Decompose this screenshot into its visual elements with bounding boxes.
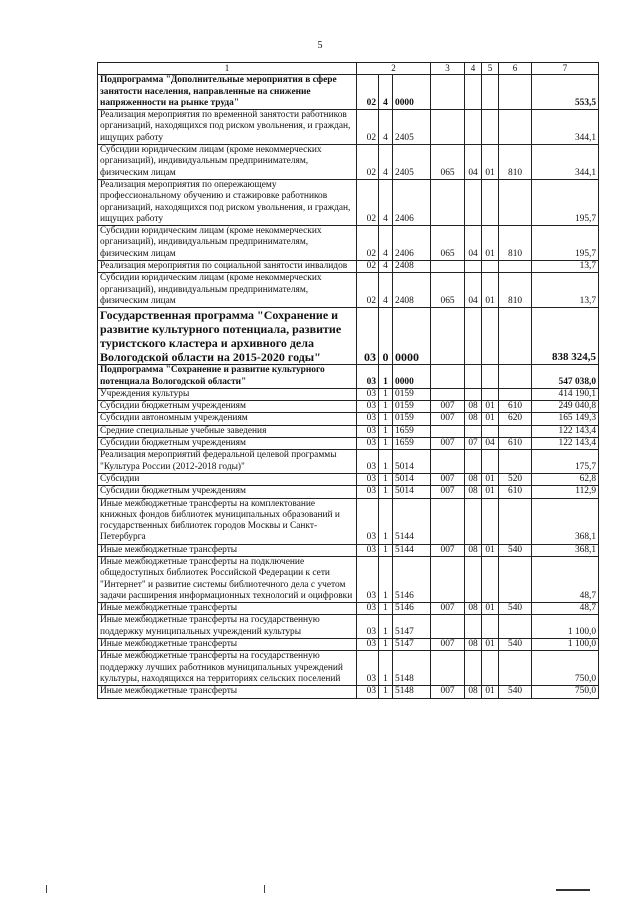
- table-row: [98, 615, 599, 639]
- code-section-cell: [465, 498, 482, 544]
- code-program-cell: 03: [357, 365, 379, 389]
- code-expense-type-cell: [499, 498, 532, 544]
- code-section-cell: [465, 556, 482, 602]
- budget-table: [97, 62, 599, 699]
- code-subsection-cell: [482, 179, 499, 225]
- code-ministry-cell: 007: [431, 603, 465, 615]
- code-expense-type-cell: [499, 388, 532, 400]
- code-section-cell: [465, 308, 482, 365]
- code-subprogram-cell: 1: [379, 651, 393, 686]
- code-subprogram-cell: 1: [379, 639, 393, 651]
- code-program-cell: 03: [357, 544, 379, 556]
- code-section-cell: 08: [465, 603, 482, 615]
- code-subsection-cell: [482, 556, 499, 602]
- table-row: [98, 544, 599, 556]
- code-subprogram-cell: 1: [379, 603, 393, 615]
- amount-cell: 48,7: [532, 556, 599, 602]
- table-row: [98, 450, 599, 474]
- code-item-cell: 2405: [393, 110, 431, 145]
- row-name-cell: Иные межбюджетные трансферты на комплектование книжных фондов библиотек муниципальных образований и государственных библиотек городов Москвы и Санкт-Петербурга: [98, 498, 357, 544]
- code-section-cell: 08: [465, 639, 482, 651]
- row-name-cell: Субсидии бюджетным учреждениям: [98, 438, 357, 450]
- code-subprogram-cell: 1: [379, 498, 393, 544]
- table-row: [98, 686, 599, 698]
- code-item-cell: 5147: [393, 639, 431, 651]
- code-subsection-cell: [482, 388, 499, 400]
- code-subsection-cell: [482, 110, 499, 145]
- code-program-cell: 03: [357, 438, 379, 450]
- code-subprogram-cell: 1: [379, 388, 393, 400]
- row-name-cell: Подпрограмма "Сохранение и развитие культурного потенциала Вологодской области": [98, 365, 357, 389]
- code-subprogram-cell: 1: [379, 544, 393, 556]
- code-program-cell: 03: [357, 425, 379, 437]
- code-subsection-cell: 01: [482, 413, 499, 425]
- code-expense-type-cell: 520: [499, 473, 532, 485]
- amount-cell: 1 100,0: [532, 639, 599, 651]
- amount-cell: 112,9: [532, 486, 599, 498]
- row-name-cell: Субсидии: [98, 473, 357, 485]
- row-name-cell: Подпрограмма "Дополнительные мероприятия в сфере занятости населения, направленные на снижение напряженности на рынке труда": [98, 75, 357, 110]
- code-program-cell: 03: [357, 603, 379, 615]
- table-row: [98, 438, 599, 450]
- code-ministry-cell: [431, 450, 465, 474]
- code-program-cell: 03: [357, 615, 379, 639]
- amount-cell: 195,7: [532, 179, 599, 225]
- code-subsection-cell: 01: [482, 226, 499, 261]
- code-item-cell: 2408: [393, 273, 431, 308]
- code-section-cell: 08: [465, 544, 482, 556]
- code-subprogram-cell: 4: [379, 226, 393, 261]
- code-ministry-cell: [431, 556, 465, 602]
- code-item-cell: 2406: [393, 179, 431, 225]
- code-item-cell: 5144: [393, 498, 431, 544]
- code-item-cell: 5144: [393, 544, 431, 556]
- amount-cell: 13,7: [532, 261, 599, 273]
- code-item-cell: 2406: [393, 226, 431, 261]
- code-subprogram-cell: 1: [379, 401, 393, 413]
- code-program-cell: 02: [357, 179, 379, 225]
- table-row: [98, 145, 599, 180]
- code-program-cell: 03: [357, 401, 379, 413]
- row-name-cell: Иные межбюджетные трансферты на государственную поддержку муниципальных учреждений культуры: [98, 615, 357, 639]
- code-subsection-cell: [482, 75, 499, 110]
- row-name-cell: Субсидии юридическим лицам (кроме некоммерческих организаций), индивидуальным предпринимателям, физическим лицам: [98, 145, 357, 180]
- code-program-cell: 03: [357, 308, 379, 365]
- code-subprogram-cell: 4: [379, 261, 393, 273]
- code-subprogram-cell: 1: [379, 486, 393, 498]
- code-expense-type-cell: 540: [499, 686, 532, 698]
- amount-cell: 62,8: [532, 473, 599, 485]
- code-program-cell: 03: [357, 486, 379, 498]
- code-ministry-cell: [431, 615, 465, 639]
- code-item-cell: 1659: [393, 438, 431, 450]
- code-program-cell: 02: [357, 261, 379, 273]
- code-expense-type-cell: 810: [499, 226, 532, 261]
- code-ministry-cell: 007: [431, 473, 465, 485]
- amount-cell: 368,1: [532, 498, 599, 544]
- table-row: [98, 413, 599, 425]
- code-subprogram-cell: 1: [379, 556, 393, 602]
- code-ministry-cell: 007: [431, 401, 465, 413]
- row-name-cell: Иные межбюджетные трансферты: [98, 603, 357, 615]
- code-section-cell: [465, 615, 482, 639]
- code-item-cell: 0000: [393, 365, 431, 389]
- code-ministry-cell: 065: [431, 273, 465, 308]
- code-section-cell: 08: [465, 473, 482, 485]
- code-item-cell: 0159: [393, 388, 431, 400]
- code-subsection-cell: [482, 261, 499, 273]
- code-subprogram-cell: 1: [379, 425, 393, 437]
- code-subprogram-cell: 1: [379, 450, 393, 474]
- code-ministry-cell: 065: [431, 226, 465, 261]
- code-subprogram-cell: 1: [379, 365, 393, 389]
- code-expense-type-cell: 620: [499, 413, 532, 425]
- code-subprogram-cell: 4: [379, 145, 393, 180]
- row-name-cell: Субсидии юридическим лицам (кроме некоммерческих организаций), индивидуальным предпринимателям, физическим лицам: [98, 273, 357, 308]
- code-section-cell: 04: [465, 145, 482, 180]
- code-subprogram-cell: 1: [379, 438, 393, 450]
- code-program-cell: 02: [357, 75, 379, 110]
- code-expense-type-cell: 810: [499, 273, 532, 308]
- table-row: [98, 486, 599, 498]
- code-section-cell: 08: [465, 401, 482, 413]
- table-row: [98, 365, 599, 389]
- amount-cell: 547 038,0: [532, 365, 599, 389]
- header-col-7: 7: [532, 63, 599, 75]
- row-name-cell: Реализация мероприятия по временной занятости работников организаций, находящихся под риском увольнения, и граждан, ищущих работу: [98, 110, 357, 145]
- code-subprogram-cell: 4: [379, 273, 393, 308]
- code-subsection-cell: 04: [482, 438, 499, 450]
- table-row: [98, 110, 599, 145]
- code-ministry-cell: 007: [431, 438, 465, 450]
- row-name-cell: Субсидии юридическим лицам (кроме некоммерческих организаций), индивидуальным предпринимателям, физическим лицам: [98, 226, 357, 261]
- code-item-cell: 2408: [393, 261, 431, 273]
- row-name-cell: Учреждения культуры: [98, 388, 357, 400]
- code-subsection-cell: 01: [482, 401, 499, 413]
- amount-cell: 122 143,4: [532, 438, 599, 450]
- code-section-cell: 04: [465, 226, 482, 261]
- code-section-cell: 08: [465, 486, 482, 498]
- table-row: [98, 75, 599, 110]
- code-subsection-cell: [482, 425, 499, 437]
- code-section-cell: [465, 365, 482, 389]
- code-ministry-cell: 007: [431, 486, 465, 498]
- code-section-cell: 08: [465, 686, 482, 698]
- code-ministry-cell: [431, 110, 465, 145]
- header-col-4: 4: [465, 63, 482, 75]
- code-subsection-cell: [482, 450, 499, 474]
- code-ministry-cell: 007: [431, 544, 465, 556]
- code-ministry-cell: [431, 651, 465, 686]
- row-name-cell: Субсидии бюджетным учреждениям: [98, 401, 357, 413]
- code-item-cell: 5146: [393, 556, 431, 602]
- table-row: [98, 388, 599, 400]
- scan-mark-right: [556, 889, 590, 891]
- amount-cell: 195,7: [532, 226, 599, 261]
- amount-cell: 165 149,3: [532, 413, 599, 425]
- table-row: [98, 651, 599, 686]
- code-subprogram-cell: 1: [379, 686, 393, 698]
- table-row: [98, 425, 599, 437]
- code-item-cell: 0000: [393, 75, 431, 110]
- code-item-cell: 5148: [393, 686, 431, 698]
- row-name-cell: Реализация мероприятия по опережающему профессиональному обучению и стажировке работников организаций, находящихся под риском увольнения, и граждан, ищущих работу: [98, 179, 357, 225]
- code-program-cell: 03: [357, 686, 379, 698]
- code-item-cell: 5014: [393, 473, 431, 485]
- code-section-cell: [465, 75, 482, 110]
- code-expense-type-cell: 610: [499, 486, 532, 498]
- code-program-cell: 02: [357, 226, 379, 261]
- code-expense-type-cell: [499, 651, 532, 686]
- code-ministry-cell: 007: [431, 413, 465, 425]
- header-col-3: 3: [431, 63, 465, 75]
- code-program-cell: 03: [357, 498, 379, 544]
- code-expense-type-cell: [499, 615, 532, 639]
- code-subsection-cell: [482, 365, 499, 389]
- table-row: [98, 603, 599, 615]
- code-ministry-cell: [431, 425, 465, 437]
- code-subprogram-cell: 4: [379, 179, 393, 225]
- amount-cell: 344,1: [532, 145, 599, 180]
- code-expense-type-cell: 610: [499, 401, 532, 413]
- amount-cell: 175,7: [532, 450, 599, 474]
- code-ministry-cell: [431, 498, 465, 544]
- amount-cell: 750,0: [532, 686, 599, 698]
- code-item-cell: 5014: [393, 486, 431, 498]
- table-row: [98, 639, 599, 651]
- code-item-cell: 0159: [393, 401, 431, 413]
- amount-cell: 838 324,5: [532, 308, 599, 365]
- code-expense-type-cell: [499, 556, 532, 602]
- code-subprogram-cell: 1: [379, 615, 393, 639]
- table-row: [98, 473, 599, 485]
- code-ministry-cell: 065: [431, 145, 465, 180]
- code-subsection-cell: 01: [482, 473, 499, 485]
- code-program-cell: 03: [357, 651, 379, 686]
- amount-cell: 750,0: [532, 651, 599, 686]
- code-section-cell: [465, 179, 482, 225]
- amount-cell: 249 040,8: [532, 401, 599, 413]
- code-program-cell: 02: [357, 145, 379, 180]
- row-name-cell: Реализация мероприятия по социальной занятости инвалидов: [98, 261, 357, 273]
- code-expense-type-cell: [499, 365, 532, 389]
- code-subsection-cell: 01: [482, 544, 499, 556]
- row-name-cell: Иные межбюджетные трансферты на подключение общедоступных библиотек Российской Федерации к сети "Интернет" и развитие системы библиотечного дела с учетом задачи расширения информационных технологий и оцифровки: [98, 556, 357, 602]
- code-expense-type-cell: [499, 110, 532, 145]
- code-subsection-cell: [482, 498, 499, 544]
- code-item-cell: 5146: [393, 603, 431, 615]
- table-row: [98, 401, 599, 413]
- code-program-cell: 03: [357, 473, 379, 485]
- code-expense-type-cell: 810: [499, 145, 532, 180]
- code-section-cell: [465, 425, 482, 437]
- code-subsection-cell: [482, 308, 499, 365]
- code-program-cell: 03: [357, 450, 379, 474]
- code-item-cell: 5147: [393, 615, 431, 639]
- code-section-cell: 07: [465, 438, 482, 450]
- table-row: [98, 273, 599, 308]
- row-name-cell: Иные межбюджетные трансферты на государственную поддержку лучших работников муниципальных учреждений культуры, находящихся на территориях сельских поселений: [98, 651, 357, 686]
- page-number: 5: [317, 40, 323, 51]
- scan-mark-left: [46, 885, 47, 893]
- header-col-1: 1: [98, 63, 357, 75]
- row-name-cell: Средние специальные учебные заведения: [98, 425, 357, 437]
- code-subprogram-cell: 1: [379, 413, 393, 425]
- amount-cell: 122 143,4: [532, 425, 599, 437]
- code-section-cell: 04: [465, 273, 482, 308]
- code-ministry-cell: [431, 75, 465, 110]
- code-expense-type-cell: [499, 450, 532, 474]
- code-section-cell: [465, 261, 482, 273]
- code-ministry-cell: [431, 308, 465, 365]
- row-name-cell: Иные межбюджетные трансферты: [98, 686, 357, 698]
- code-program-cell: 03: [357, 639, 379, 651]
- code-expense-type-cell: [499, 179, 532, 225]
- code-subsection-cell: 01: [482, 686, 499, 698]
- code-subsection-cell: 01: [482, 145, 499, 180]
- code-program-cell: 02: [357, 110, 379, 145]
- code-section-cell: [465, 110, 482, 145]
- amount-cell: 48,7: [532, 603, 599, 615]
- table-row: [98, 226, 599, 261]
- code-item-cell: 0159: [393, 413, 431, 425]
- row-name-cell: Государственная программа "Сохранение и развитие культурного потенциала, развитие туристского кластера и архивного дела Вологодской области на 2015-2020 годы": [98, 308, 357, 365]
- amount-cell: 368,1: [532, 544, 599, 556]
- code-expense-type-cell: 540: [499, 544, 532, 556]
- code-subsection-cell: [482, 615, 499, 639]
- row-name-cell: Иные межбюджетные трансферты: [98, 639, 357, 651]
- code-expense-type-cell: 610: [499, 438, 532, 450]
- header-col-5: 5: [482, 63, 499, 75]
- code-subsection-cell: 01: [482, 603, 499, 615]
- table-row: [98, 556, 599, 602]
- amount-cell: 414 190,1: [532, 388, 599, 400]
- code-subprogram-cell: 4: [379, 110, 393, 145]
- table-row: [98, 498, 599, 544]
- code-subsection-cell: [482, 651, 499, 686]
- code-item-cell: 5014: [393, 450, 431, 474]
- code-expense-type-cell: [499, 425, 532, 437]
- scan-mark-middle: [264, 885, 265, 893]
- row-name-cell: Субсидии бюджетным учреждениям: [98, 486, 357, 498]
- code-section-cell: [465, 651, 482, 686]
- code-ministry-cell: 007: [431, 639, 465, 651]
- code-subsection-cell: 01: [482, 486, 499, 498]
- header-col-2: 2: [357, 63, 431, 75]
- code-program-cell: 03: [357, 556, 379, 602]
- code-section-cell: [465, 388, 482, 400]
- code-ministry-cell: [431, 365, 465, 389]
- code-section-cell: 08: [465, 413, 482, 425]
- header-col-6: 6: [499, 63, 532, 75]
- amount-cell: 553,5: [532, 75, 599, 110]
- table-row: [98, 308, 599, 365]
- code-subprogram-cell: 4: [379, 75, 393, 110]
- table-row: [98, 179, 599, 225]
- code-expense-type-cell: 540: [499, 603, 532, 615]
- code-item-cell: 5148: [393, 651, 431, 686]
- code-ministry-cell: [431, 179, 465, 225]
- header-row: [98, 63, 599, 75]
- code-subsection-cell: 01: [482, 273, 499, 308]
- row-name-cell: Субсидии автономным учреждениям: [98, 413, 357, 425]
- code-item-cell: 0000: [393, 308, 431, 365]
- amount-cell: 13,7: [532, 273, 599, 308]
- code-expense-type-cell: [499, 261, 532, 273]
- code-item-cell: 2405: [393, 145, 431, 180]
- table-row: [98, 261, 599, 273]
- code-ministry-cell: [431, 261, 465, 273]
- amount-cell: 344,1: [532, 110, 599, 145]
- code-subsection-cell: 01: [482, 639, 499, 651]
- code-item-cell: 1659: [393, 425, 431, 437]
- code-expense-type-cell: 540: [499, 639, 532, 651]
- code-program-cell: 03: [357, 388, 379, 400]
- row-name-cell: Иные межбюджетные трансферты: [98, 544, 357, 556]
- code-expense-type-cell: [499, 75, 532, 110]
- row-name-cell: Реализация мероприятий федеральной целевой программы "Культура России (2012-2018 годы)": [98, 450, 357, 474]
- code-section-cell: [465, 450, 482, 474]
- code-program-cell: 03: [357, 413, 379, 425]
- table-body: [98, 75, 599, 698]
- code-ministry-cell: [431, 388, 465, 400]
- code-program-cell: 02: [357, 273, 379, 308]
- code-subprogram-cell: 1: [379, 473, 393, 485]
- code-expense-type-cell: [499, 308, 532, 365]
- code-subprogram-cell: 0: [379, 308, 393, 365]
- code-ministry-cell: 007: [431, 686, 465, 698]
- amount-cell: 1 100,0: [532, 615, 599, 639]
